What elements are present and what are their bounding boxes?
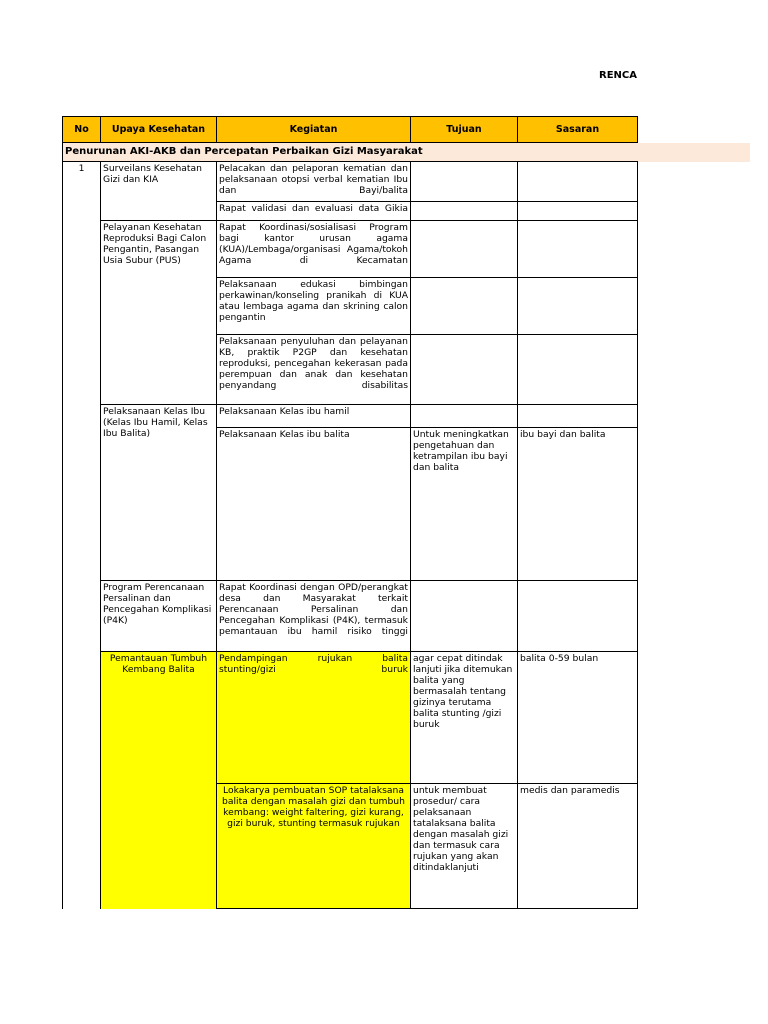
kegiatan-cell: Pelaksanaan Kelas ibu hamil: [217, 405, 411, 428]
sasaran-cell: [518, 162, 638, 202]
upaya-cell-highlight: Pemantauan Tumbuh Kembang Balita: [101, 652, 217, 909]
kegiatan-cell: Pelaksanaan penyuluhan dan pelayanan KB, praktik P2GP dan kesehatan reproduksi, pencegahan kekerasan pada perempuan dan anak dan kesehatan penyandang disabilitas: [217, 335, 411, 405]
kegiatan-cell: Pelacakan dan pelaporan kematian dan pelaksanaan otopsi verbal kematian Ibu dan Bayi/balita: [217, 162, 411, 202]
tujuan-cell: [411, 405, 518, 428]
table-row: [63, 652, 638, 784]
sasaran-cell: [518, 335, 638, 405]
kegiatan-cell-highlight: Pendampingan rujukan balita stunting/gizi buruk: [217, 652, 411, 784]
table-row: [63, 162, 638, 202]
table-row: [63, 581, 638, 652]
sasaran-cell: balita 0-59 bulan: [518, 652, 638, 784]
header-tujuan: Tujuan: [411, 117, 518, 143]
section-title: Penurunan AKI-AKB dan Percepatan Perbaikan Gizi Masyarakat: [63, 143, 638, 162]
tujuan-cell: Untuk meningkatkan pengetahuan dan ketrampilan ibu bayi dan balita: [411, 428, 518, 581]
tujuan-cell: agar cepat ditindak lanjuti jika ditemukan balita yang bermasalah tentang gizinya terutama balita stunting /gizi buruk: [411, 652, 518, 784]
tujuan-cell: [411, 221, 518, 278]
upaya-cell: Pelaksanaan Kelas Ibu (Kelas Ibu Hamil, Kelas Ibu Balita): [101, 405, 217, 581]
tujuan-cell: [411, 162, 518, 202]
sasaran-cell: [518, 581, 638, 652]
sasaran-cell: [518, 405, 638, 428]
kegiatan-cell: Pelaksanaan Kelas ibu balita: [217, 428, 411, 581]
table-row: [63, 221, 638, 278]
upaya-cell: Pelayanan Kesehatan Reproduksi Bagi Calon Pengantin, Pasangan Usia Subur (PUS): [101, 221, 217, 405]
row-number: 1: [63, 162, 101, 909]
tujuan-cell: [411, 581, 518, 652]
header-kegiatan: Kegiatan: [217, 117, 411, 143]
sasaran-cell: [518, 202, 638, 221]
tujuan-cell: [411, 202, 518, 221]
header-upaya: Upaya Kesehatan: [101, 117, 217, 143]
upaya-cell: Program Perencanaan Persalinan dan Pencegahan Komplikasi (P4K): [101, 581, 217, 652]
table-row: [63, 405, 638, 428]
kegiatan-cell: Rapat Koordinasi/sosialisasi Program bagi kantor urusan agama (KUA)/Lembaga/organisasi Agama/tokoh Agama di Kecamatan: [217, 221, 411, 278]
kegiatan-cell: Pelaksanaan edukasi bimbingan perkawinan/konseling pranikah di KUA atau lembaga agama dan skrining calon pengantin: [217, 278, 411, 335]
header-row: [63, 117, 638, 143]
header-no: No: [63, 117, 101, 143]
header-sasaran: Sasaran: [518, 117, 638, 143]
sasaran-cell: ibu bayi dan balita: [518, 428, 638, 581]
sasaran-cell: [518, 221, 638, 278]
sasaran-cell: medis dan paramedis: [518, 784, 638, 909]
upaya-cell: Surveilans Kesehatan Gizi dan KIA: [101, 162, 217, 221]
tujuan-cell: [411, 278, 518, 335]
activity-plan-table: [62, 116, 638, 909]
section-row: [63, 143, 638, 162]
tujuan-cell: [411, 335, 518, 405]
document-title: RENCA: [599, 70, 637, 81]
kegiatan-cell: Rapat Koordinasi dengan OPD/perangkat desa dan Masyarakat terkait Perencanaan Persalinan dan Pencegahan Komplikasi (P4K), termasuk pemantauan ibu hamil risiko tinggi: [217, 581, 411, 652]
kegiatan-cell-highlight: Lokakarya pembuatan SOP tatalaksana balita dengan masalah gizi dan tumbuh kembang: weight faltering, gizi kurang, gizi buruk, stunting termasuk rujukan: [217, 784, 411, 909]
tujuan-cell: untuk membuat prosedur/ cara pelaksanaan tatalaksana balita dengan masalah gizi dan termasuk cara rujukan yang akan ditindaklanjuti: [411, 784, 518, 909]
sasaran-cell: [518, 278, 638, 335]
kegiatan-cell: Rapat validasi dan evaluasi data Gikia: [217, 202, 411, 221]
